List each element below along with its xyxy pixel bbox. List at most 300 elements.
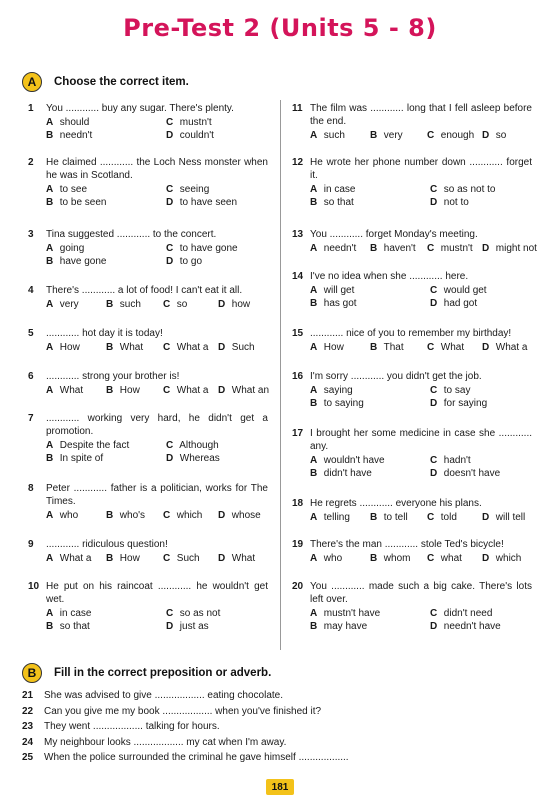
option-letter: B [310,398,318,409]
option-letter: B [46,197,54,208]
option-letter: B [370,243,378,254]
answer-options [310,183,532,209]
option-letter: D [482,553,490,564]
option-letter: D [430,621,438,632]
answer-options [310,552,532,565]
answer-options [46,607,268,633]
option-text: so that [59,621,90,632]
option-text: didn't have [323,468,372,479]
page-title: Pre-Test 2 (Units 5 - 8) [123,14,437,42]
option-letter: A [46,184,54,195]
option-letter: B [106,553,114,564]
question-stem [28,370,268,383]
question-number: 16 [292,371,304,382]
option-letter: D [166,453,174,464]
question-stem [28,228,268,241]
option-text: who [323,553,343,564]
question-6 [28,370,268,397]
option-a[interactable] [310,607,430,620]
question-number: 2 [28,157,34,168]
question-stem [28,538,268,551]
question-text: He wrote her phone number down ............ forget it. [310,157,532,181]
option-d[interactable] [482,552,532,565]
option-text: would get [443,285,487,296]
question-number: 13 [292,229,304,240]
option-letter: D [166,130,174,141]
option-text: in case [59,608,92,619]
option-b[interactable] [310,467,430,480]
option-a[interactable] [310,552,370,565]
option-text: What [440,342,465,353]
question-text: The film was ............ long that I fell asleep before the end. [310,103,532,127]
option-c[interactable] [163,384,218,397]
option-c[interactable] [427,242,482,255]
answer-options [310,284,532,310]
question-text: Tina suggested ............ to the concert. [46,229,217,240]
fill-item-24 [22,735,542,751]
answer-options [46,509,268,522]
option-c[interactable] [166,183,268,196]
question-stem [292,538,532,551]
question-stem [292,156,532,182]
option-d[interactable] [482,511,532,524]
question-8 [28,482,268,522]
option-b[interactable] [310,297,430,310]
option-text: whose [231,510,261,521]
option-text: What a [176,342,209,353]
option-a[interactable] [310,183,430,196]
question-text: I brought her some medicine in case she ............ any. [310,428,532,452]
option-a[interactable] [310,284,430,297]
option-text: not to [443,197,469,208]
question-stem [292,270,532,283]
option-letter: D [218,510,226,521]
option-b[interactable] [370,341,427,354]
option-text: needn't [59,130,93,141]
option-a[interactable] [46,116,166,129]
option-c[interactable] [430,384,532,397]
option-text: to go [179,256,203,267]
option-b[interactable] [310,620,430,633]
option-c[interactable] [166,607,268,620]
question-number: 11 [292,103,303,114]
option-a[interactable] [46,183,166,196]
option-c[interactable] [166,242,268,255]
fill-item-text[interactable]: They went .................. talking for hours. [44,721,220,732]
question-stem [28,156,268,182]
option-letter: D [166,256,174,267]
question-text: ............ working very hard, he didn't get a promotion. [46,413,268,437]
option-text: just as [179,621,209,632]
option-c[interactable] [166,116,268,129]
option-letter: B [106,385,114,396]
option-a[interactable] [46,509,106,522]
option-b[interactable] [46,620,166,633]
question-10 [28,580,268,633]
option-text: so as not to [443,184,496,195]
option-letter: C [427,553,435,564]
question-number: 15 [292,328,304,339]
option-text: whom [383,553,411,564]
question-text: ............ nice of you to remember my birthday! [310,328,512,339]
question-16 [292,370,532,410]
option-text: to tell [383,512,408,523]
option-a[interactable] [46,298,106,311]
option-letter: C [166,608,174,619]
option-text: haven't [383,243,416,254]
option-letter: C [163,299,171,310]
fill-item-text[interactable]: Can you give me my book .................. when you've finished it? [44,705,322,717]
answer-options [310,607,532,633]
question-number: 9 [28,539,34,550]
option-text: very [59,299,79,310]
option-letter: A [46,385,54,396]
section-a-instruction: Choose the correct item. [54,76,189,88]
option-letter: B [310,298,318,309]
question-number: 17 [292,428,304,439]
option-text: told [440,512,457,523]
option-c[interactable] [163,552,218,565]
option-text: should [59,117,90,128]
option-a[interactable] [310,384,430,397]
option-c[interactable] [163,509,218,522]
question-stem [28,412,268,438]
question-9 [28,538,268,565]
option-letter: A [310,553,318,564]
question-number: 25 [22,752,34,763]
option-d[interactable] [218,509,268,522]
question-stem [28,102,268,115]
option-text: Despite the fact [59,440,130,451]
option-d[interactable] [430,620,532,633]
option-text: seeing [179,184,210,195]
fill-item-text[interactable]: When the police surrounded the criminal he gave himself .................. [44,752,349,763]
option-a[interactable] [310,242,370,255]
question-20 [292,580,532,633]
answer-options [46,341,268,354]
option-c[interactable] [430,454,532,467]
option-letter: B [370,553,378,564]
option-c[interactable] [166,439,268,452]
answer-options [46,439,268,465]
option-text: for saying [443,398,488,409]
option-letter: D [482,512,490,523]
option-text: Such [231,342,255,353]
option-text: to be seen [59,197,107,208]
question-number: 12 [292,157,304,168]
option-text: will tell [495,512,526,523]
option-b[interactable] [370,242,427,255]
section-b-header [22,663,271,683]
option-text: didn't need [443,608,493,619]
question-text: There's ............ a lot of food! I can't eat it all. [46,285,243,296]
fill-item-21 [22,688,542,704]
option-text: in case [323,184,356,195]
option-text: What a [59,553,92,564]
option-text: such [323,130,345,141]
option-text: needn't [323,243,357,254]
question-number: 24 [22,736,34,748]
option-text: hadn't [443,455,471,466]
option-text: What a [495,342,528,353]
option-d[interactable] [218,384,268,397]
option-letter: B [106,342,114,353]
section-b-instruction: Fill in the correct preposition or adverb. [54,667,272,679]
question-number: 1 [28,103,34,114]
option-text: to have seen [179,197,238,208]
question-number: 7 [28,413,34,424]
option-b[interactable] [310,397,430,410]
option-a[interactable] [310,341,370,354]
option-c[interactable] [430,607,532,620]
question-text: There's the man ............ stole Ted's bicycle! [310,539,504,550]
option-letter: B [46,256,54,267]
question-text: ............ hot day it is today! [46,328,163,339]
question-11 [292,102,532,142]
option-d[interactable] [166,620,268,633]
option-b[interactable] [46,255,166,268]
option-c[interactable] [430,183,532,196]
answer-options [310,341,532,354]
question-stem [292,102,532,128]
option-d[interactable] [430,196,532,209]
option-letter: D [218,385,226,396]
option-text: going [59,243,85,254]
option-letter: A [310,130,318,141]
option-b[interactable] [370,511,427,524]
fill-item-text[interactable]: My neighbour looks .................. my cat when I'm away. [44,736,287,748]
option-letter: C [430,608,438,619]
question-number: 6 [28,371,34,382]
option-text: mustn't have [323,608,381,619]
option-letter: A [310,512,318,523]
option-letter: B [46,621,54,632]
option-a[interactable] [46,341,106,354]
option-text: had got [443,298,478,309]
option-letter: D [482,130,490,141]
option-c[interactable] [163,298,218,311]
option-letter: D [218,553,226,564]
option-b[interactable] [106,298,163,311]
option-a[interactable] [46,439,166,452]
option-letter: A [310,455,318,466]
option-text: Such [176,553,200,564]
option-c[interactable] [427,341,482,354]
option-letter: B [310,197,318,208]
option-letter: D [166,621,174,632]
option-text: enough [440,130,475,141]
question-number: 4 [28,285,34,296]
question-text: He regrets ............ everyone his plans. [310,498,482,509]
option-letter: C [430,385,438,396]
column-divider [280,100,281,650]
option-text: which [495,553,522,564]
question-stem [292,228,532,241]
option-b[interactable] [310,196,430,209]
option-letter: D [218,342,226,353]
answer-options [310,384,532,410]
option-text: How [59,342,80,353]
option-a[interactable] [46,607,166,620]
option-a[interactable] [46,384,106,397]
option-a[interactable] [310,129,370,142]
option-d[interactable] [166,129,268,142]
answer-options [46,384,268,397]
answer-options [310,511,532,524]
option-d[interactable] [218,341,268,354]
option-text: How [323,342,344,353]
option-text: so [495,130,507,141]
question-number: 18 [292,498,304,509]
option-c[interactable] [427,129,482,142]
option-c[interactable] [163,341,218,354]
option-c[interactable] [427,552,482,565]
option-letter: D [430,298,438,309]
option-d[interactable] [430,467,532,480]
option-text: needn't have [443,621,501,632]
question-12 [292,156,532,209]
option-letter: B [370,512,378,523]
question-stem [28,580,268,606]
option-text: That [383,342,404,353]
option-text: What [231,553,256,564]
option-a[interactable] [310,511,370,524]
question-number: 21 [22,690,34,701]
option-letter: A [310,184,318,195]
section-a-header [22,72,189,92]
option-a[interactable] [46,552,106,565]
option-letter: B [106,299,114,310]
fill-item-25 [22,750,542,766]
option-letter: D [482,243,490,254]
option-text: How [119,385,140,396]
option-letter: A [46,342,54,353]
option-letter: B [370,342,378,353]
option-letter: A [46,299,54,310]
option-letter: C [427,512,435,523]
option-text: What [59,385,84,396]
option-d[interactable] [430,297,532,310]
option-text: to have gone [179,243,238,254]
option-d[interactable] [430,397,532,410]
option-letter: C [163,510,171,521]
question-number: 5 [28,328,34,339]
option-letter: D [430,398,438,409]
option-d[interactable] [166,196,268,209]
option-letter: A [46,553,54,564]
question-number: 3 [28,229,34,240]
option-letter: B [370,130,378,141]
option-letter: C [163,553,171,564]
option-letter: C [166,117,174,128]
option-text: wouldn't have [323,455,385,466]
question-text: You ............ made such a big cake. There's lots left over. [310,581,532,605]
option-c[interactable] [430,284,532,297]
option-text: might not [495,243,537,254]
option-text: very [383,130,403,141]
option-letter: C [430,455,438,466]
option-b[interactable] [106,384,163,397]
option-letter: D [166,197,174,208]
option-d[interactable] [218,552,268,565]
option-c[interactable] [427,511,482,524]
question-3 [28,228,268,268]
option-letter: C [430,285,438,296]
option-d[interactable] [166,452,268,465]
option-b[interactable] [370,552,427,565]
option-text: couldn't [179,130,214,141]
option-letter: A [46,117,54,128]
option-text: to say [443,385,471,396]
question-stem [28,284,268,297]
section-a-badge: A [22,72,42,92]
answer-options [46,298,268,311]
fill-item-text[interactable]: She was advised to give .................. eating chocolate. [44,690,284,701]
question-18 [292,497,532,524]
option-a[interactable] [310,454,430,467]
option-letter: B [46,130,54,141]
question-text: You ............ forget Monday's meeting. [310,229,478,240]
option-text: who [59,510,79,521]
option-letter: C [166,440,174,451]
option-text: telling [323,512,350,523]
option-text: to see [59,184,88,195]
option-letter: D [218,299,226,310]
option-text: Whereas [179,453,220,464]
fill-in-list [22,688,542,766]
option-text: Although [179,440,219,451]
option-b[interactable] [46,129,166,142]
question-7 [28,412,268,465]
option-d[interactable] [482,341,532,354]
question-text: You ............ buy any sugar. There's plenty. [46,103,234,114]
option-b[interactable] [46,196,166,209]
question-text: He put on his raincoat ............ he wouldn't get wet. [46,581,268,605]
question-stem [292,580,532,606]
option-text: will get [323,285,355,296]
option-letter: C [166,243,174,254]
answer-options [46,116,268,142]
option-text: have gone [59,256,107,267]
option-b[interactable] [46,452,166,465]
option-b[interactable] [106,341,163,354]
option-text: such [119,299,141,310]
option-d[interactable] [166,255,268,268]
option-letter: A [46,608,54,619]
question-number: 22 [22,705,34,717]
option-letter: C [163,342,171,353]
option-b[interactable] [106,509,163,522]
option-text: has got [323,298,357,309]
option-text: so that [323,197,354,208]
option-text: which [176,510,203,521]
option-b[interactable] [106,552,163,565]
option-d[interactable] [482,242,537,255]
option-letter: B [310,621,318,632]
option-a[interactable] [46,242,166,255]
option-d[interactable] [218,298,268,311]
option-letter: B [46,453,54,464]
question-5 [28,327,268,354]
question-number: 20 [292,581,304,592]
option-b[interactable] [370,129,427,142]
option-text: what [440,553,462,564]
option-letter: D [430,468,438,479]
option-d[interactable] [482,129,532,142]
question-stem [292,327,532,340]
option-letter: B [106,510,114,521]
option-text: so as not [179,608,221,619]
